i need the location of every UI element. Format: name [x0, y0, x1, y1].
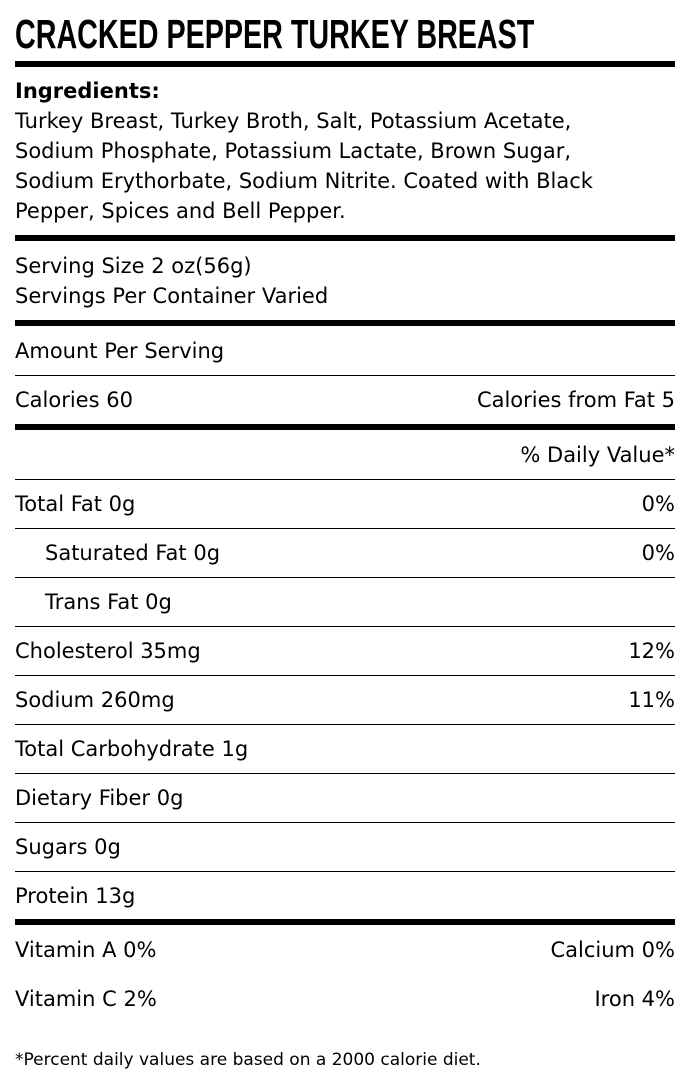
- vitamin-row: [15, 984, 675, 1014]
- vitamin-a: Vitamin A 0%: [15, 938, 157, 962]
- thin-divider: [15, 479, 675, 480]
- servings-per-container: Servings Per Container Varied: [15, 284, 329, 308]
- ingredients-line: Pepper, Spices and Bell Pepper.: [15, 199, 346, 223]
- nutrient-label: Dietary Fiber 0g: [15, 786, 184, 810]
- calories-from-fat: Calories from Fat 5: [476, 388, 675, 412]
- nutrient-row-cholesterol: [15, 636, 675, 666]
- thick-divider: [15, 320, 675, 326]
- footnote: *Percent daily values are based on a 2000 calorie diet.: [15, 1050, 481, 1070]
- nutrient-row-sugars: [15, 832, 675, 862]
- iron: Iron 4%: [594, 987, 675, 1011]
- amount-per-serving: Amount Per Serving: [15, 339, 225, 363]
- thin-divider: [15, 724, 675, 725]
- serving-size: Serving Size 2 oz(56g): [15, 254, 252, 278]
- nutrient-label: Protein 13g: [15, 884, 136, 908]
- thin-divider: [15, 528, 675, 529]
- daily-value-header-row: [15, 440, 675, 470]
- ingredients-list: [15, 106, 675, 226]
- thin-divider: [15, 577, 675, 578]
- nutrient-dv: 11%: [628, 688, 675, 712]
- thin-divider: [15, 675, 675, 676]
- nutrient-dv: 0%: [641, 541, 675, 565]
- nutrient-row-dietary-fiber: [15, 783, 675, 813]
- product-title: CRACKED PEPPER TURKEY BREAST: [15, 11, 535, 57]
- daily-value-header: % Daily Value*: [520, 443, 675, 467]
- calories: Calories 60: [15, 388, 133, 412]
- nutrient-label: Sugars 0g: [15, 835, 121, 859]
- nutrient-row-protein: [15, 881, 675, 911]
- nutrient-dv: 12%: [628, 639, 675, 663]
- nutrient-dv: 0%: [641, 492, 675, 516]
- thick-divider: [15, 61, 675, 67]
- nutrient-row-total-fat: [15, 489, 675, 519]
- nutrient-row-trans-fat: [15, 587, 675, 617]
- nutrient-label: Total Fat 0g: [15, 492, 136, 516]
- thin-divider: [15, 822, 675, 823]
- nutrient-label: Trans Fat 0g: [45, 590, 172, 614]
- calcium: Calcium 0%: [550, 938, 675, 962]
- nutrient-row-sodium: [15, 685, 675, 715]
- thin-divider: [15, 871, 675, 872]
- thick-divider: [15, 235, 675, 241]
- nutrient-row-saturated-fat: [15, 538, 675, 568]
- ingredients-line: Sodium Erythorbate, Sodium Nitrite. Coated with Black: [15, 169, 593, 193]
- vitamin-c: Vitamin C 2%: [15, 987, 157, 1011]
- vitamin-row: [15, 935, 675, 965]
- thick-divider: [15, 919, 675, 925]
- nutrient-label: Sodium 260mg: [15, 688, 175, 712]
- thick-divider: [15, 424, 675, 430]
- nutrient-label: Total Carbohydrate 1g: [15, 737, 249, 761]
- calories-row: [15, 385, 675, 415]
- nutrient-label: Cholesterol 35mg: [15, 639, 201, 663]
- thin-divider: [15, 375, 675, 376]
- nutrient-row-total-carbohydrate: [15, 734, 675, 764]
- ingredients-heading: Ingredients:: [15, 79, 160, 103]
- ingredients-line: Sodium Phosphate, Potassium Lactate, Brown Sugar,: [15, 139, 572, 163]
- thin-divider: [15, 773, 675, 774]
- ingredients-line: Turkey Breast, Turkey Broth, Salt, Potassium Acetate,: [15, 109, 572, 133]
- nutrient-label: Saturated Fat 0g: [45, 541, 221, 565]
- thin-divider: [15, 626, 675, 627]
